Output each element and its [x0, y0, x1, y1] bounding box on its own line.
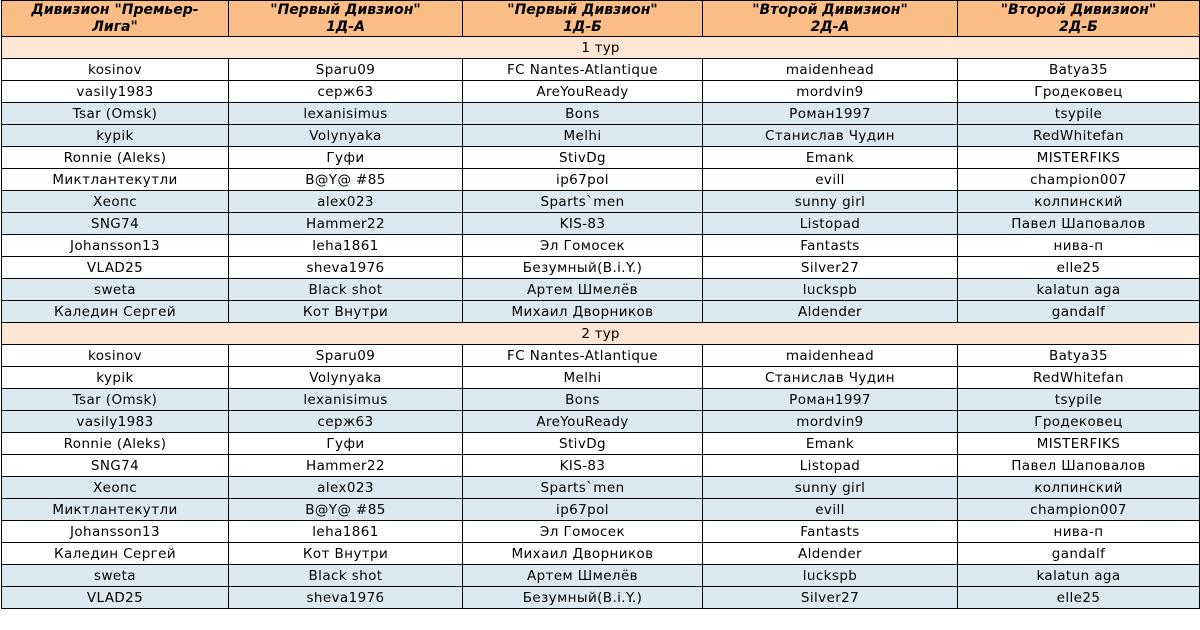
- player-cell: AreYouReady: [463, 411, 703, 433]
- player-cell: ip67pol: [463, 499, 703, 521]
- player-cell: gandalf: [958, 301, 1200, 323]
- player-cell: Emank: [703, 147, 958, 169]
- player-cell: Станислав Чудин: [703, 367, 958, 389]
- table-row: [2, 81, 1200, 103]
- player-cell: kosinov: [2, 59, 229, 81]
- player-cell: gandalf: [958, 543, 1200, 565]
- header-first-division-a: [229, 1, 463, 37]
- table-row: [2, 257, 1200, 279]
- player-cell: kypik: [2, 125, 229, 147]
- player-cell: Роман1997: [703, 103, 958, 125]
- player-cell: kalatun aga: [958, 279, 1200, 301]
- player-cell: StivDg: [463, 433, 703, 455]
- table-row: [2, 367, 1200, 389]
- player-cell: elle25: [958, 587, 1200, 609]
- header-second-division-a: [703, 1, 958, 37]
- player-cell: Bons: [463, 389, 703, 411]
- player-cell: Артем Шмелёв: [463, 565, 703, 587]
- player-cell: B@Y@ #85: [229, 169, 463, 191]
- player-cell: Михаил Дворников: [463, 301, 703, 323]
- table-row: [2, 213, 1200, 235]
- player-cell: maidenhead: [703, 59, 958, 81]
- player-cell: Melhi: [463, 367, 703, 389]
- table-row: [2, 125, 1200, 147]
- player-cell: RedWhitefan: [958, 125, 1200, 147]
- player-cell: vasily1983: [2, 411, 229, 433]
- player-cell: Silver27: [703, 587, 958, 609]
- player-cell: MISTERFIKS: [958, 147, 1200, 169]
- player-cell: Sparts`men: [463, 191, 703, 213]
- division-schedule-table: [1, 0, 1200, 609]
- player-cell: Sparts`men: [463, 477, 703, 499]
- table-row: [2, 455, 1200, 477]
- player-cell: RedWhitefan: [958, 367, 1200, 389]
- table-row: [2, 103, 1200, 125]
- player-cell: evill: [703, 499, 958, 521]
- player-cell: leha1861: [229, 521, 463, 543]
- table-row: [2, 345, 1200, 367]
- player-cell: Aldender: [703, 301, 958, 323]
- player-cell: Артем Шмелёв: [463, 279, 703, 301]
- table-row: [2, 477, 1200, 499]
- player-cell: FC Nantes-Atlantique: [463, 345, 703, 367]
- player-cell: колпинский: [958, 191, 1200, 213]
- player-cell: sweta: [2, 565, 229, 587]
- header-line2: 2Д-Б: [1059, 18, 1098, 35]
- player-cell: Hammer22: [229, 455, 463, 477]
- player-cell: Johansson13: [2, 521, 229, 543]
- table-row: [2, 565, 1200, 587]
- table-row: [2, 389, 1200, 411]
- player-cell: sheva1976: [229, 257, 463, 279]
- round-header-row: [2, 323, 1200, 345]
- player-cell: Гродековец: [958, 411, 1200, 433]
- player-cell: Каледин Сергей: [2, 301, 229, 323]
- player-cell: elle25: [958, 257, 1200, 279]
- player-cell: Hammer22: [229, 213, 463, 235]
- player-cell: AreYouReady: [463, 81, 703, 103]
- player-cell: Гуфи: [229, 433, 463, 455]
- player-cell: tsypile: [958, 103, 1200, 125]
- player-cell: Black shot: [229, 565, 463, 587]
- table-body: [2, 37, 1200, 609]
- table-row: [2, 279, 1200, 301]
- table-row: [2, 543, 1200, 565]
- player-cell: Melhi: [463, 125, 703, 147]
- player-cell: Хеопс: [2, 477, 229, 499]
- table-row: [2, 169, 1200, 191]
- player-cell: champion007: [958, 169, 1200, 191]
- player-cell: VLAD25: [2, 587, 229, 609]
- player-cell: колпинский: [958, 477, 1200, 499]
- player-cell: Ronnie (Aleks): [2, 147, 229, 169]
- table-row: [2, 433, 1200, 455]
- table-row: [2, 521, 1200, 543]
- player-cell: Listopad: [703, 455, 958, 477]
- table-row: [2, 411, 1200, 433]
- player-cell: kalatun aga: [958, 565, 1200, 587]
- player-cell: B@Y@ #85: [229, 499, 463, 521]
- header-line1: "Второй Дивизион": [752, 1, 908, 18]
- player-cell: KIS-83: [463, 455, 703, 477]
- player-cell: Каледин Сергей: [2, 543, 229, 565]
- header-line2: Лига": [92, 18, 138, 35]
- player-cell: Роман1997: [703, 389, 958, 411]
- round-label: 2 тур: [2, 323, 1200, 345]
- player-cell: серж63: [229, 81, 463, 103]
- header-premier-league: [2, 1, 229, 37]
- player-cell: Tsar (Omsk): [2, 103, 229, 125]
- player-cell: Станислав Чудин: [703, 125, 958, 147]
- player-cell: mordvin9: [703, 81, 958, 103]
- player-cell: FC Nantes-Atlantique: [463, 59, 703, 81]
- player-cell: sheva1976: [229, 587, 463, 609]
- player-cell: champion007: [958, 499, 1200, 521]
- header-line1: "Первый Дивзион": [507, 1, 658, 18]
- player-cell: KIS-83: [463, 213, 703, 235]
- header-line1: "Второй Дивизион": [1000, 1, 1157, 18]
- player-cell: MISTERFIKS: [958, 433, 1200, 455]
- player-cell: Johansson13: [2, 235, 229, 257]
- player-cell: Эл Гомосек: [463, 235, 703, 257]
- player-cell: Sparu09: [229, 345, 463, 367]
- table-row: [2, 301, 1200, 323]
- header-line1: "Первый Дивзион": [270, 1, 421, 18]
- player-cell: Listopad: [703, 213, 958, 235]
- player-cell: sweta: [2, 279, 229, 301]
- player-cell: Tsar (Omsk): [2, 389, 229, 411]
- player-cell: Batya35: [958, 345, 1200, 367]
- round-label: 1 тур: [2, 37, 1200, 59]
- player-cell: alex023: [229, 191, 463, 213]
- player-cell: Bons: [463, 103, 703, 125]
- player-cell: Гродековец: [958, 81, 1200, 103]
- player-cell: Кот Внутри: [229, 301, 463, 323]
- player-cell: mordvin9: [703, 411, 958, 433]
- player-cell: Batya35: [958, 59, 1200, 81]
- player-cell: kypik: [2, 367, 229, 389]
- round-header-row: [2, 37, 1200, 59]
- player-cell: Безумный(B.i.Y.): [463, 257, 703, 279]
- header-line1: Дивизион "Премьер-: [31, 1, 199, 18]
- table-row: [2, 147, 1200, 169]
- player-cell: серж63: [229, 411, 463, 433]
- player-cell: Sparu09: [229, 59, 463, 81]
- player-cell: SNG74: [2, 213, 229, 235]
- table-row: [2, 587, 1200, 609]
- player-cell: Emank: [703, 433, 958, 455]
- player-cell: нива-п: [958, 521, 1200, 543]
- player-cell: Volynyaka: [229, 125, 463, 147]
- player-cell: maidenhead: [703, 345, 958, 367]
- player-cell: Павел Шаповалов: [958, 213, 1200, 235]
- player-cell: Fantasts: [703, 235, 958, 257]
- player-cell: VLAD25: [2, 257, 229, 279]
- player-cell: Black shot: [229, 279, 463, 301]
- player-cell: Fantasts: [703, 521, 958, 543]
- table-row: [2, 499, 1200, 521]
- player-cell: нива-п: [958, 235, 1200, 257]
- player-cell: ip67pol: [463, 169, 703, 191]
- table-row: [2, 59, 1200, 81]
- player-cell: Миктлантекутли: [2, 499, 229, 521]
- player-cell: Гуфи: [229, 147, 463, 169]
- player-cell: Volynyaka: [229, 367, 463, 389]
- player-cell: Aldender: [703, 543, 958, 565]
- player-cell: Миктлантекутли: [2, 169, 229, 191]
- player-cell: evill: [703, 169, 958, 191]
- player-cell: sunny girl: [703, 477, 958, 499]
- player-cell: Ronnie (Aleks): [2, 433, 229, 455]
- player-cell: StivDg: [463, 147, 703, 169]
- header-line2: 1Д-А: [326, 18, 365, 35]
- player-cell: Павел Шаповалов: [958, 455, 1200, 477]
- player-cell: tsypile: [958, 389, 1200, 411]
- player-cell: sunny girl: [703, 191, 958, 213]
- player-cell: alex023: [229, 477, 463, 499]
- player-cell: lexanisimus: [229, 103, 463, 125]
- header-first-division-b: [463, 1, 703, 37]
- table-row: [2, 191, 1200, 213]
- player-cell: SNG74: [2, 455, 229, 477]
- player-cell: leha1861: [229, 235, 463, 257]
- header-line2: 2Д-А: [810, 18, 850, 35]
- player-cell: Хеопс: [2, 191, 229, 213]
- player-cell: Эл Гомосек: [463, 521, 703, 543]
- player-cell: Кот Внутри: [229, 543, 463, 565]
- player-cell: Михаил Дворников: [463, 543, 703, 565]
- player-cell: luckspb: [703, 565, 958, 587]
- header-second-division-b: [958, 1, 1200, 37]
- player-cell: Безумный(B.i.Y.): [463, 587, 703, 609]
- player-cell: Silver27: [703, 257, 958, 279]
- table-row: [2, 235, 1200, 257]
- header-row: [2, 1, 1200, 37]
- player-cell: kosinov: [2, 345, 229, 367]
- player-cell: lexanisimus: [229, 389, 463, 411]
- header-line2: 1Д-Б: [563, 18, 602, 35]
- player-cell: vasily1983: [2, 81, 229, 103]
- player-cell: luckspb: [703, 279, 958, 301]
